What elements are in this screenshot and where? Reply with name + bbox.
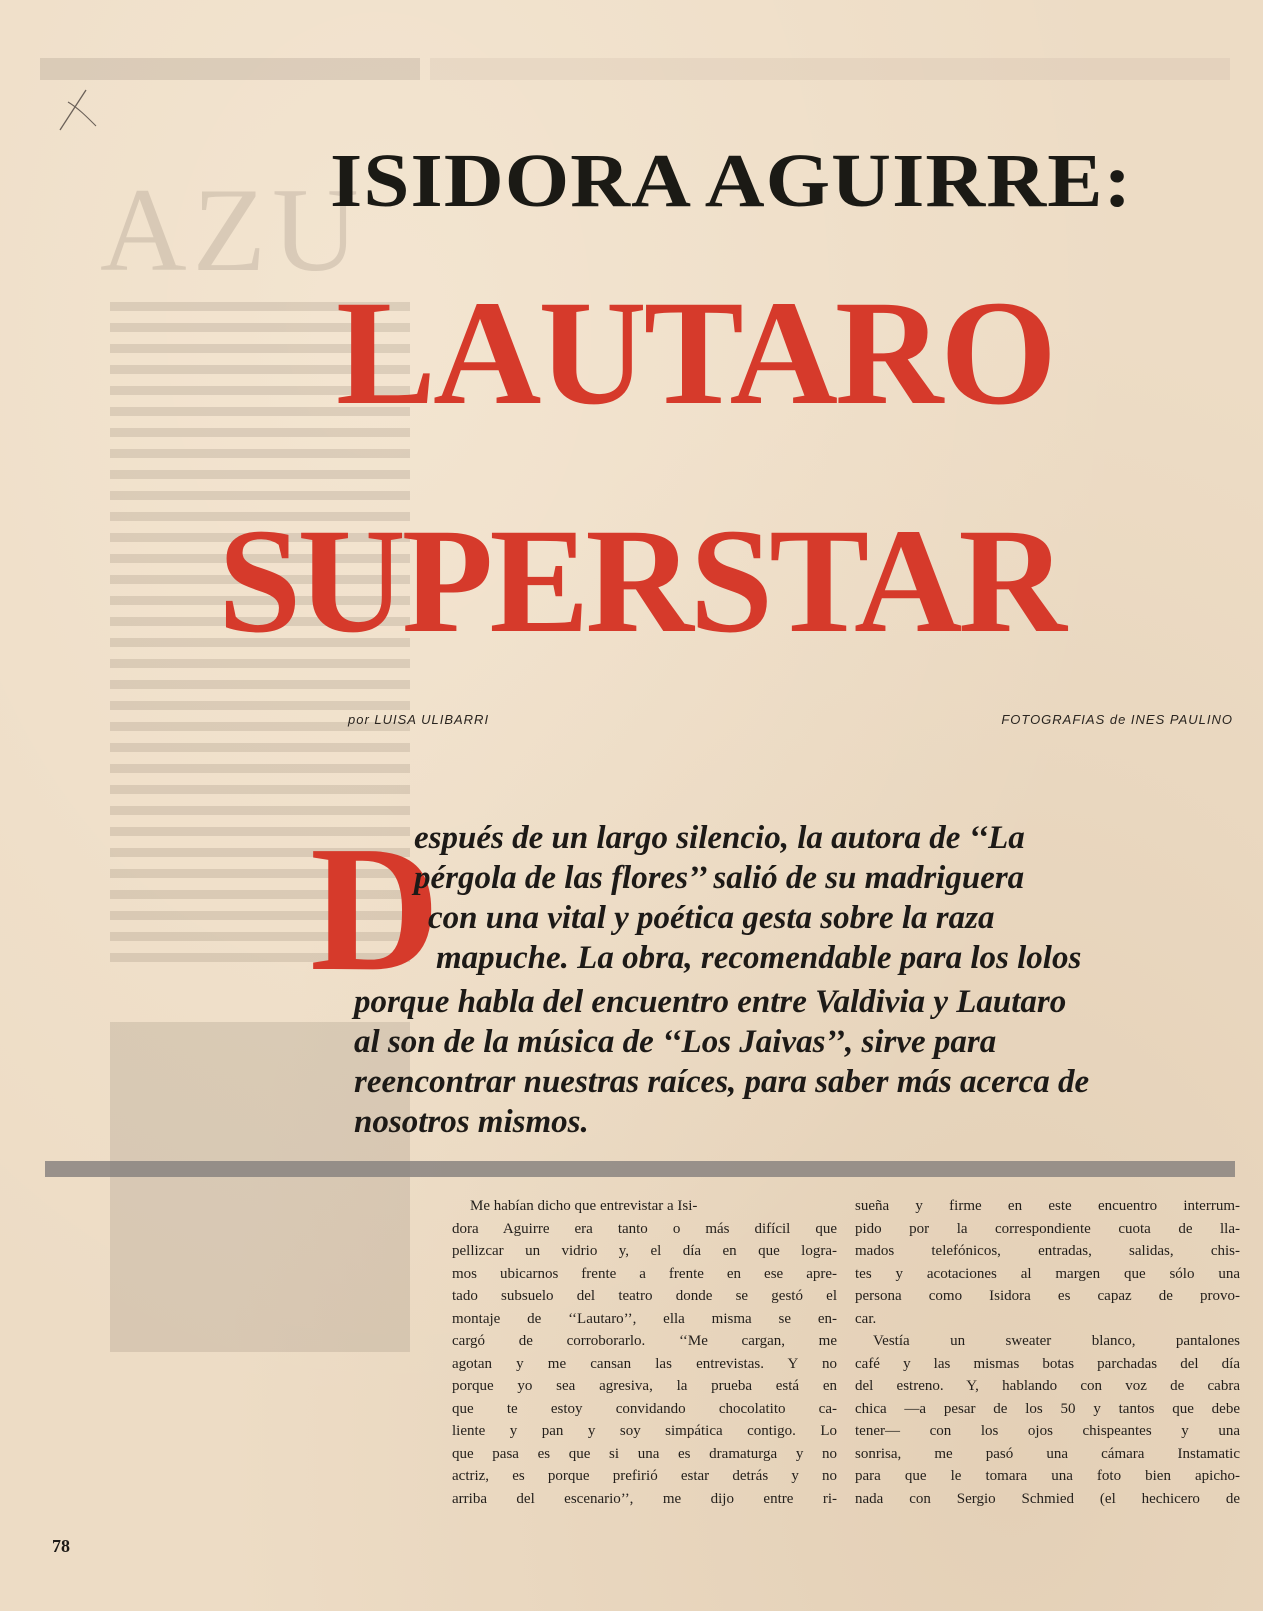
lead-paragraph [310,809,1240,1148]
body-line: persona como Isidora es capaz de provo- [855,1288,1240,1304]
body-line: chica —a pesar de los 50 y tantos que debe [855,1400,1240,1417]
author-credit: por LUISA ULIBARRI [348,712,490,727]
body-line: sonrisa, me pasó una cámara Instamatic [855,1445,1240,1462]
body-line: Vestía un sweater blanco, pantalones [873,1333,1240,1349]
body-line: nada con Sergio Schmied (el hechicero de [855,1490,1240,1507]
lead-line: al son de la música de ‘‘Los Jaivas’’, sirve para [354,1024,997,1060]
bleed-through-column: AZU [40,58,420,1578]
lead-line: mapuche. La obra, recomendable para los lolos [436,940,1082,976]
body-column-1 [452,1195,837,1510]
body-line: arriba del escenario’’, me dijo entre ri- [452,1490,837,1507]
body-line: tado subsuelo del teatro donde se gestó el [452,1288,837,1304]
pencil-mark-icon [56,86,100,132]
body-line: Me habían dicho que entrevistar a Isi- [470,1198,698,1214]
lead-line: con una vital y poética gesta sobre la raza [428,900,995,936]
headline-lautaro: LAUTARO [336,270,1054,436]
body-line: pido por la correspondiente cuota de lla- [855,1220,1240,1237]
body-line: del estreno. Y, hablando con voz de cabra [855,1378,1240,1394]
body-line: cargó de corroborarlo. ‘‘Me cargan, me [452,1333,837,1349]
body-line: que te estoy convidando chocolatito ca- [452,1400,837,1417]
headline-superstar: SUPERSTAR [218,498,1063,664]
body-column-2 [855,1195,1240,1510]
section-divider [45,1161,1235,1177]
body-line: que pasa es que si una es dramaturga y no [452,1445,837,1462]
lead-line: espués de un largo silencio, la autora de ‘‘La [414,820,1025,856]
headline-name: ISIDORA AGUIRRE: [330,139,1133,223]
body-line: porque yo sea agresiva, la prueba está en [452,1378,837,1394]
body-line: dora Aguirre era tanto o más difícil que [452,1220,837,1237]
body-line: liente y pan y soy simpática contigo. Lo [452,1423,837,1439]
body-line: actriz, es porque prefirió estar detrás y no [452,1468,837,1484]
page-number: 78 [52,1536,70,1556]
lead-line: nosotros mismos. [354,1104,589,1140]
bleed-through-bar [430,58,1230,80]
body-line: car. [855,1310,877,1327]
body-line: sueña y firme en este encuentro interrum- [855,1198,1240,1214]
lead-line: porque habla del encuentro entre Valdivia y Lautaro [354,984,1067,1020]
body-line: para que le tomara una foto bien apicho- [855,1468,1240,1484]
body-line: montaje de ‘‘Lautaro’’, ella misma se en- [452,1310,837,1327]
body-line: pellizcar un vidrio y, el día en que logra- [452,1243,837,1259]
body-line: agotan y me cansan las entrevistas. Y no [452,1355,837,1372]
drop-cap: D [310,809,440,1008]
lead-line: pérgola de las flores’’ salió de su madriguera [414,860,1025,896]
lead-line: reencontrar nuestras raíces, para saber más acerca de [354,1064,1090,1100]
body-line: café y las mismas botas parchadas del día [855,1355,1240,1372]
body-line: tener— con los ojos chispeantes y una [855,1423,1240,1439]
body-line: mados telefónicos, entradas, salidas, chis- [855,1243,1240,1259]
body-line: mos ubicarnos frente a frente en ese apre- [452,1265,837,1282]
body-line: tes y acotaciones al margen que sólo una [855,1265,1240,1282]
photo-credit: FOTOGRAFIAS de INES PAULINO [1001,712,1233,727]
